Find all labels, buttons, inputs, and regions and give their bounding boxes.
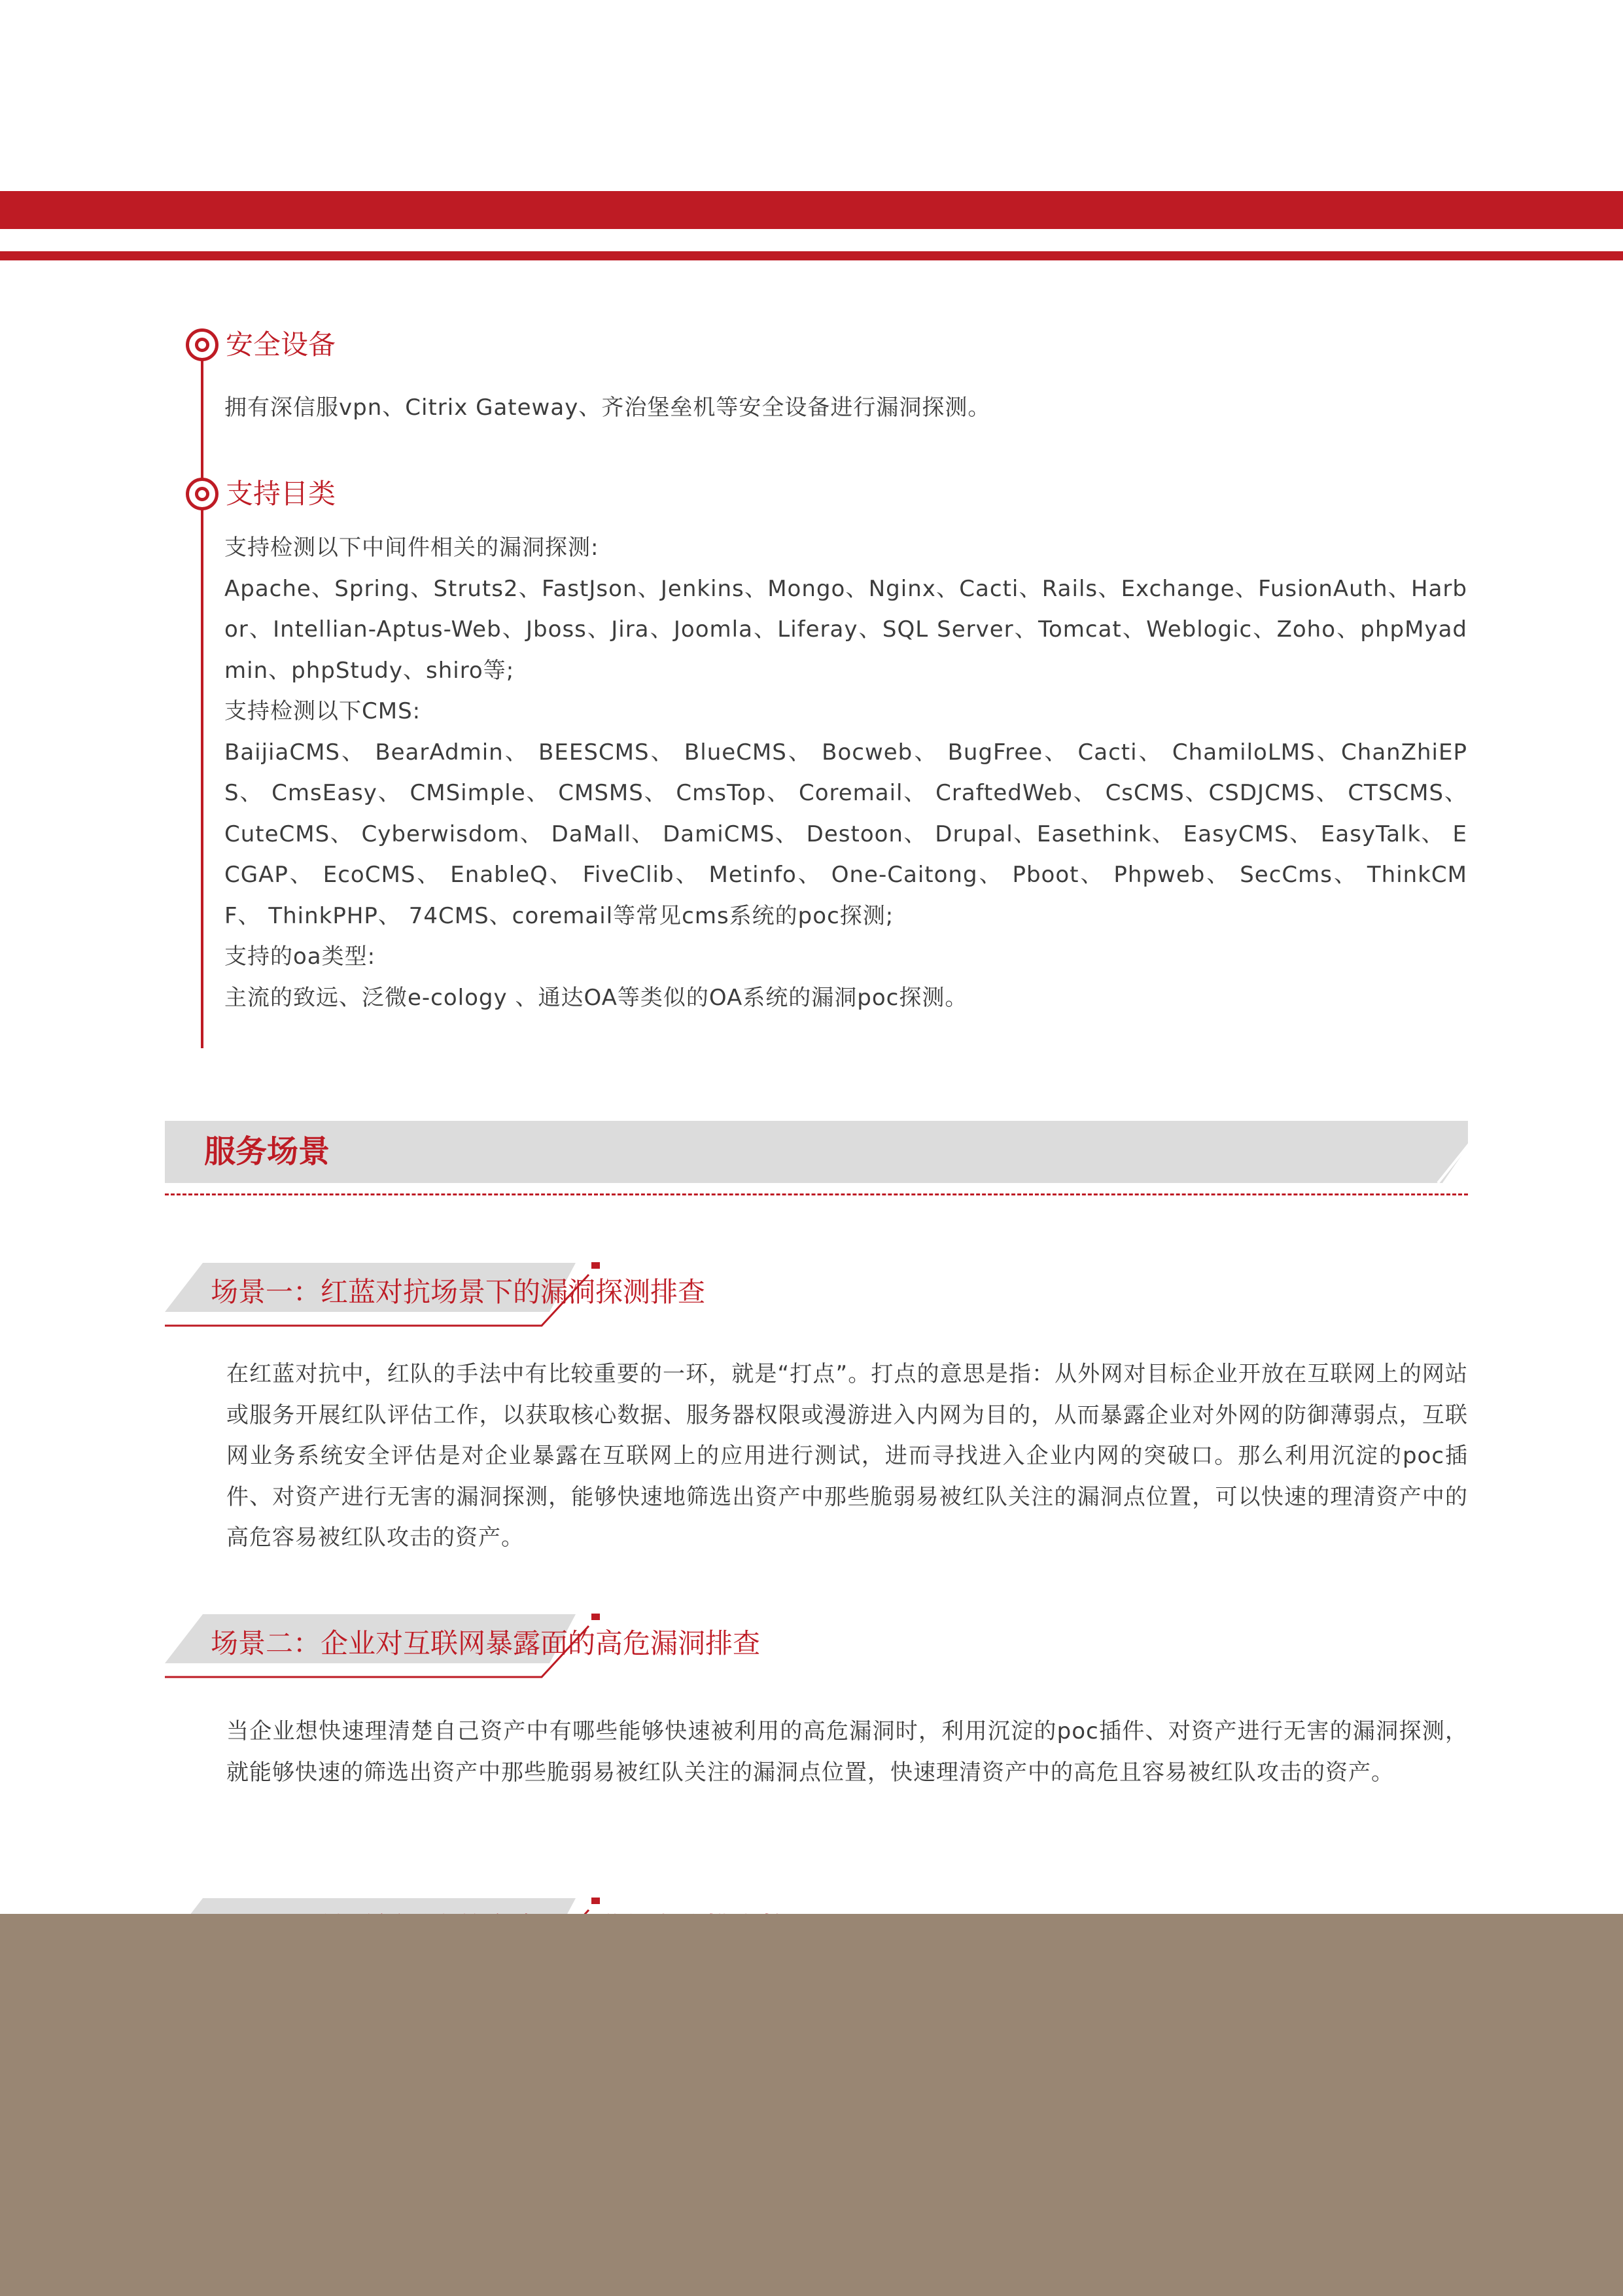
paragraph-line: BaijiaCMS、 BearAdmin、 BEESCMS、 BlueCMS、 Bocweb、 BugFree、 Cacti、 ChamiloLMS、ChanZhiEPS、 CmsEasy、 CMSimple、 CMSMS、 CmsTop、 Coremail、 CraftedWeb、 CsCMS、CSDJCMS、 CTSCMS、 CuteCMS、 Cyberwisdom、 DaMall、 DamiCMS、 Destoon、 Drupal、Easethink、 EasyCMS、 EasyTalk、 ECGAP、 EcoCMS、 EnableQ、 FiveClib、 Metinfo、 One-Caitong、 Pboot、 Phpweb、 SecCms、 ThinkCMF、 ThinkPHP、 74CMS、coremail等常见cms系统的poc探测;: [224, 739, 1467, 929]
paragraph-line: 支持检测以下中间件相关的漏洞探测:: [224, 535, 599, 561]
banner-corner-stripe: [1433, 1121, 1472, 1186]
bottom-overlay: [0, 1914, 1623, 2296]
section-title-supported-categories: 支持目类: [226, 478, 336, 510]
service-banner: [165, 1121, 1468, 1183]
header-band-thick: [0, 191, 1623, 229]
paragraph-line: 支持检测以下CMS:: [224, 698, 421, 724]
paragraph-line: 支持的oa类型:: [224, 944, 376, 970]
service-banner-title: 服务场景: [204, 1133, 330, 1170]
scene-title-two: 场景二：企业对互联网暴露面的高危漏洞排查: [211, 1627, 761, 1659]
paragraph-line: 拥有深信服vpn、Citrix Gateway、齐治堡垒机等安全设备进行漏洞探测。: [224, 395, 991, 421]
dashed-divider: [165, 1193, 1468, 1195]
section-vertical-line: [201, 345, 203, 484]
section-text-security-devices: [224, 387, 1467, 429]
scene-text-two: [226, 1711, 1468, 1793]
target-icon: [186, 478, 218, 510]
scene-title-one: 场景一：红蓝对抗场景下的漏洞探测排查: [211, 1276, 706, 1308]
scene-text-one: [226, 1354, 1468, 1559]
section-text-supported-categories: [224, 527, 1467, 1018]
section-vertical-line: [201, 495, 203, 1048]
header-band-thin: [0, 251, 1623, 260]
paragraph-line: Apache、Spring、Struts2、FastJson、Jenkins、Mongo、Nginx、Cacti、Rails、Exchange、FusionAuth、Harbor、Intellian-Aptus-Web、Jboss、Jira、Joomla、Liferay、SQL Server、Tomcat、Weblogic、Zoho、phpMyadmin、phpStudy、shiro等;: [224, 575, 1467, 684]
target-icon: [186, 328, 218, 361]
scene-paragraph: 在红蓝对抗中，红队的手法中有比较重要的一环，就是“打点”。打点的意思是指：从外网对目标企业开放在互联网上的网站或服务开展红队评估工作，以获取核心数据、服务器权限或漫游进入内网为目的，从而暴露企业对外网的防御薄弱点，互联网业务系统安全评估是对企业暴露在互联网上的应用进行测试，进而寻找进入企业内网的突破口。那么利用沉淀的poc插件、对资产进行无害的漏洞探测，能够快速地筛选出资产中那些脆弱易被红队关注的漏洞点位置，可以快速的理清资产中的高危容易被红队攻击的资产。: [226, 1361, 1468, 1551]
paragraph-line: 主流的致远、泛微e-cology 、通达OA等类似的OA系统的漏洞poc探测。: [224, 984, 968, 1011]
scene-paragraph: 当企业想快速理清楚自己资产中有哪些能够快速被利用的高危漏洞时，利用沉淀的poc插件、对资产进行无害的漏洞探测，就能够快速的筛选出资产中那些脆弱易被红队关注的漏洞点位置，快速理清资产中的高危且容易被红队攻击的资产。: [226, 1718, 1468, 1786]
section-title-security-devices: 安全设备: [226, 328, 336, 361]
